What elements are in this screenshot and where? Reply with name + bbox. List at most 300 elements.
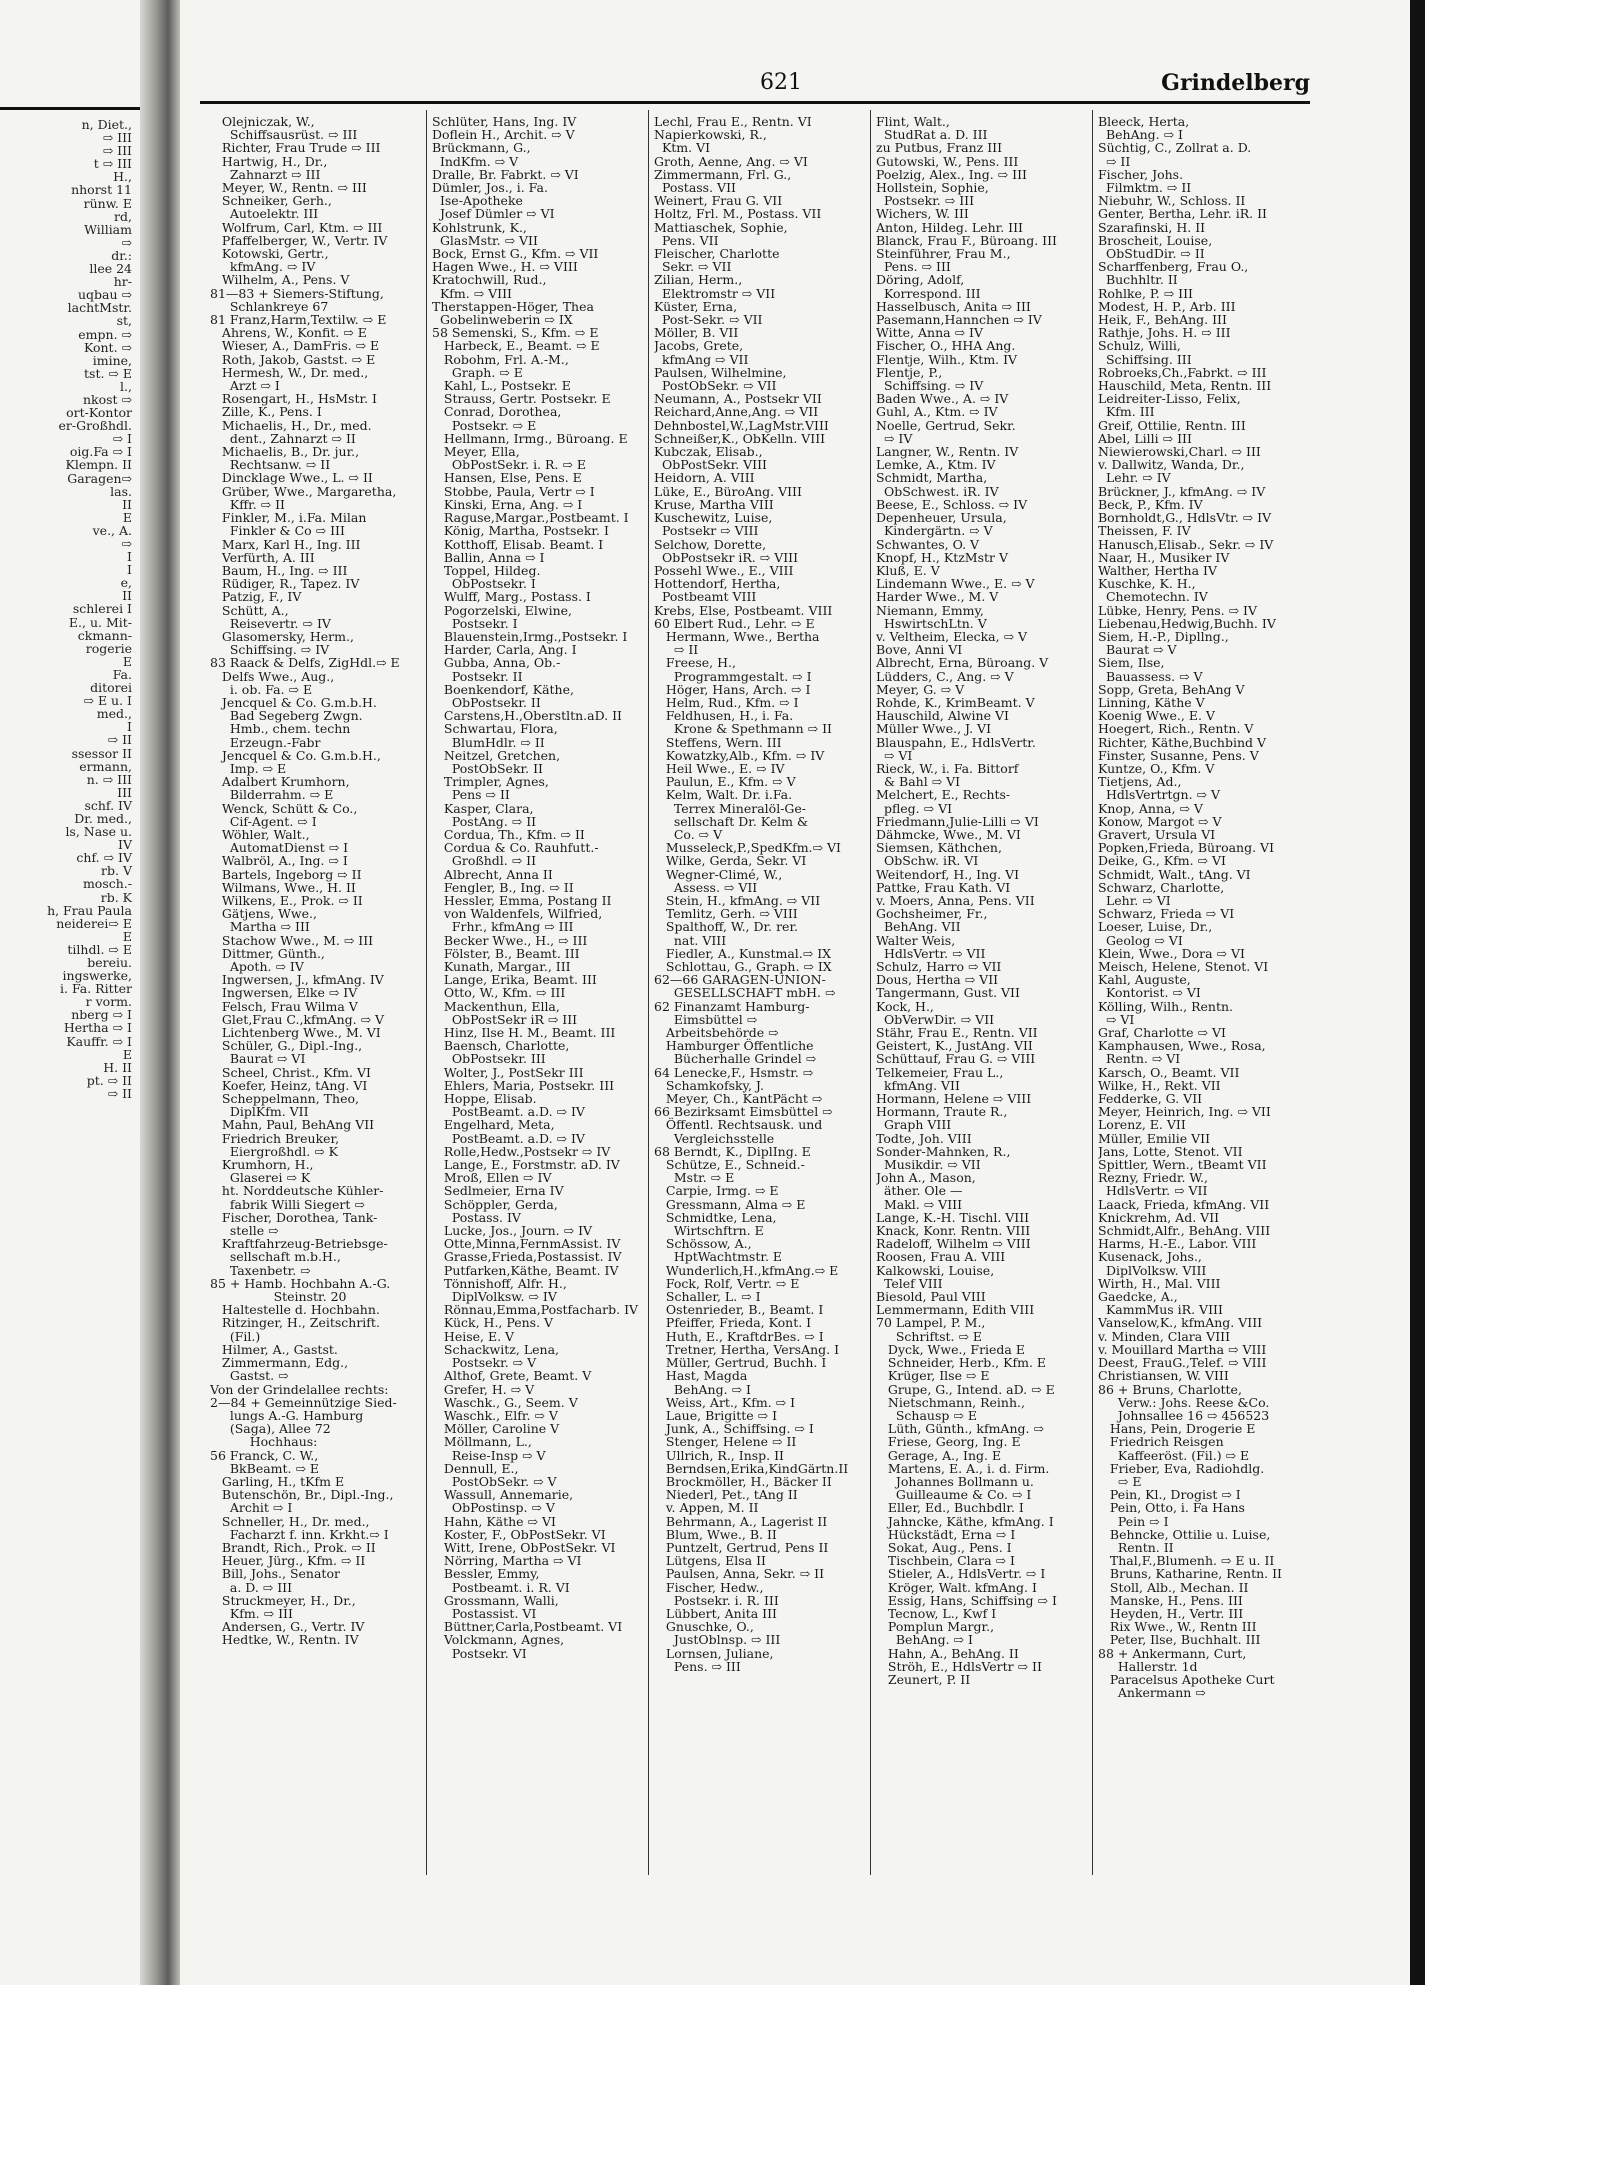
directory-entry-line: Paracelsus Apotheke Curt xyxy=(1098,1671,1275,1687)
directory-entry-line: Genter, Bertha, Lehr. iR. II xyxy=(1098,206,1267,222)
directory-entry-line: Lübbert, Anita III xyxy=(654,1605,777,1621)
directory-entry-line: 66 Bezirksamt Eimsbüttel ⇨ xyxy=(654,1104,833,1120)
directory-entry-line: Christiansen, W. VIII xyxy=(1098,1368,1229,1384)
directory-entry-line: PostObSekr. II xyxy=(432,760,543,776)
directory-entry-line: Apoth. ⇨ IV xyxy=(210,959,304,974)
directory-entry-line: ObVerwDir. ⇨ VII xyxy=(876,1011,995,1027)
page-edge-shadow xyxy=(1410,0,1425,1985)
directory-entry-line: Koster, F., ObPostSekr. VI xyxy=(432,1526,606,1542)
directory-entry-line: Mahn, Paul, BehAng VII xyxy=(210,1117,375,1133)
directory-entry-line: Geolog ⇨ VI xyxy=(1098,932,1183,948)
directory-entry-line: Gubba, Anna, Ob.- xyxy=(432,655,561,671)
directory-entry-line: Schwartau, Flora, xyxy=(432,721,558,737)
directory-entry-line: Lübke, Henry, Pens. ⇨ IV xyxy=(1098,602,1258,618)
directory-entry-line: Tischbein, Clara ⇨ I xyxy=(876,1553,1015,1569)
column-divider xyxy=(1092,110,1093,1875)
left-page-rule xyxy=(0,107,140,110)
directory-entry-line: Bauassess. ⇨ V xyxy=(1098,668,1203,684)
directory-entry-line: Hinz, Ilse H. M., Beamt. III xyxy=(432,1025,616,1041)
directory-entry-line: Arbeitsbehörde ⇨ xyxy=(654,1025,779,1041)
directory-entry-line: Gravert, Ursula VI xyxy=(1098,826,1216,842)
directory-entry-line: Hagen Wwe., H. ⇨ VIII xyxy=(432,259,578,275)
directory-entry-line: Linning, Käthe V xyxy=(1098,694,1205,710)
directory-entry-line: HdlsVertr. ⇨ VII xyxy=(1098,1183,1208,1199)
directory-entry-line: 81 Franz,Harm,Textilw. ⇨ E xyxy=(210,312,387,328)
directory-entry-line: Engelhard, Meta, xyxy=(432,1117,555,1133)
directory-entry-line: Friese, Georg, Ing. E xyxy=(876,1434,1021,1450)
directory-entry-line: Hmb., chem. techn xyxy=(210,721,351,737)
directory-entry-line: ObSchw. iR. VI xyxy=(876,853,979,869)
left-page-text-line: i. Fa. Ritter xyxy=(60,981,132,997)
left-page-text-line: neiderei⇨ E xyxy=(56,915,132,931)
left-page-text-line: Klempn. II xyxy=(65,457,132,473)
directory-entry-line: Huth, E., KraftdrBes. ⇨ I xyxy=(654,1328,824,1344)
directory-entry-line: DiplVolksw. ⇨ IV xyxy=(432,1289,557,1305)
directory-entry-line: Fiedler, A., Kunstmal.⇨ IX xyxy=(654,945,832,961)
left-page-text-line: I xyxy=(127,719,132,735)
directory-entry-line: v. Veltheim, Elecka, ⇨ V xyxy=(876,628,1028,644)
directory-entry-line: Möller, Caroline V xyxy=(432,1421,560,1437)
directory-entry-line: Glasomersky, Herm., xyxy=(210,628,354,644)
directory-entry-line: Hochhaus: xyxy=(210,1434,318,1450)
directory-entry-line: Friedrich Breuker, xyxy=(210,1130,340,1146)
directory-entry-line: ObPostsekr. III xyxy=(432,1051,546,1067)
directory-entry-line: Kluß, E. V xyxy=(876,562,940,578)
directory-entry-line: Johannes Bollmann u. xyxy=(876,1473,1034,1489)
directory-entry-line: Hallerstr. 1d xyxy=(1098,1658,1198,1674)
directory-entry-line: Buchhltr. II xyxy=(1098,272,1178,288)
directory-entry-line: Wulff, Marg., Postass. I xyxy=(432,589,591,605)
directory-entry-line: Schüler, G., Dipl.-Ing., xyxy=(210,1038,363,1054)
directory-entry-line: Pfaffelberger, W., Vertr. IV xyxy=(210,232,388,248)
directory-entry-line: Guhl, A., Ktm. ⇨ IV xyxy=(876,404,998,420)
directory-entry-line: Wenck, Schütt & Co., xyxy=(210,800,358,816)
directory-entry-line: Tretner, Hertha, VersAng. I xyxy=(654,1341,840,1357)
directory-entry-line: zu Putbus, Franz III xyxy=(876,140,1003,156)
directory-entry-line: Poelzig, Alex., Ing. ⇨ III xyxy=(876,166,1027,182)
directory-entry-line: Sekr. ⇨ VII xyxy=(654,259,732,275)
left-page-text-line: uqbau ⇨ xyxy=(77,287,132,303)
directory-entry-line: ObPostinsp. ⇨ V xyxy=(432,1500,555,1516)
directory-entry-line: Baden Wwe., A. ⇨ IV xyxy=(876,391,1009,407)
directory-entry-line: Wegner-Climé, W., xyxy=(654,866,783,882)
directory-entry-line: Becker Wwe., H., ⇨ III xyxy=(432,932,588,948)
directory-entry-line: Hermann, Wwe., Bertha xyxy=(654,628,820,644)
directory-entry-line: Pein, Kl., Drogist ⇨ I xyxy=(1098,1487,1241,1503)
directory-entry-line: Paulsen, Wilhelmine, xyxy=(654,364,787,380)
directory-entry-line: Sokat, Aug., Pens. I xyxy=(876,1539,1012,1555)
directory-entry-line: Schlüter, Hans, Ing. IV xyxy=(432,115,577,129)
directory-entry-line: Thal,F.,Blumenh. ⇨ E u. II xyxy=(1098,1553,1275,1569)
directory-entry-line: Post-Sekr. ⇨ VII xyxy=(654,312,763,328)
directory-entry-line: Süchtig, C., Zollrat a. D. xyxy=(1098,140,1252,156)
directory-entry-line: Haltestelle d. Hochbahn. xyxy=(210,1302,380,1318)
directory-entry-line: JustOblnsp. ⇨ III xyxy=(654,1632,781,1648)
directory-entry-line: Harms, H.-E., Labor. VIII xyxy=(1098,1236,1257,1252)
left-page-text-line: llee 24 xyxy=(89,261,132,277)
directory-entry-line: Jans, Lotte, Stenot. VII xyxy=(1098,1143,1243,1159)
directory-entry-line: Großhdl. ⇨ II xyxy=(432,853,537,869)
directory-entry-line: Kohlstrunk, K., xyxy=(432,219,527,235)
left-page-text-line: ckmann- xyxy=(77,627,132,643)
directory-entry-line: Trimpler, Agnes, xyxy=(432,774,549,790)
directory-entry-line: Kotowski, Gertr., xyxy=(210,246,329,262)
directory-entry-line: PostObSekr. ⇨ VII xyxy=(654,378,777,394)
directory-entry-line: Selchow, Dorette, xyxy=(654,536,767,552)
directory-entry-line: Zeunert, P. II xyxy=(876,1671,971,1687)
directory-entry-line: Hermesh, W., Dr. med., xyxy=(210,364,369,380)
left-page-text-line: E xyxy=(122,928,132,944)
left-page-text-line: E., u. Mit- xyxy=(68,614,132,630)
directory-entry-line: Pens. ⇨ III xyxy=(876,259,951,275)
directory-entry-line: Scheppelmann, Theo, xyxy=(210,1091,359,1107)
directory-entry-line: Roth, Jakob, Gastst. ⇨ E xyxy=(210,351,376,367)
left-page-text-line: rogerie xyxy=(85,640,132,656)
directory-entry-line: Theissen, F. IV xyxy=(1098,523,1191,539)
directory-entry-line: Frhr., kfmAng ⇨ III xyxy=(432,919,574,935)
directory-entry-line: Jahncke, Käthe, kfmAng. I xyxy=(876,1513,1054,1529)
directory-entry-line: Möller, B. VII xyxy=(654,325,739,341)
directory-entry-line: stelle ⇨ xyxy=(210,1223,279,1239)
directory-entry-line: ⇨ II xyxy=(654,642,699,658)
directory-entry-line: Müller, Emilie VII xyxy=(1098,1130,1211,1146)
directory-entry-line: ObPostsekr. II xyxy=(432,694,541,710)
directory-entry-line: Krebs, Else, Postbeamt. VIII xyxy=(654,602,833,618)
directory-entry-line: Sedlmeier, Erna IV xyxy=(432,1183,564,1199)
directory-entry-line: Noelle, Gertrud, Sekr. xyxy=(876,417,1016,433)
left-page-text-line: las. xyxy=(110,483,132,499)
directory-entry-line: Michaelis, H., Dr., med. xyxy=(210,417,372,433)
directory-entry-line: GlasMstr. ⇨ VII xyxy=(432,232,538,248)
directory-entry-line: Kfm. ⇨ III xyxy=(210,1605,293,1621)
directory-entry-line: Stoll, Alb., Mechan. II xyxy=(1098,1579,1249,1595)
directory-entry-line: Steinstr. 20 xyxy=(210,1289,347,1305)
directory-entry-line: Modest, H. P., Arb. III xyxy=(1098,298,1236,314)
directory-entry-line: Fleischer, Charlotte xyxy=(654,246,780,262)
directory-entry-line: 81—83 + Siemers-Stiftung, xyxy=(210,285,384,301)
left-page-text-line: mosch.- xyxy=(82,876,132,892)
directory-entry-line: Hormann, Helene ⇨ VIII xyxy=(876,1091,1032,1107)
directory-entry-line: Krumhorn, H., xyxy=(210,1157,314,1173)
left-page-text-line: E xyxy=(122,653,132,669)
directory-entry-line: Lehr. ⇨ VI xyxy=(1098,892,1171,908)
directory-entry-line: (Saga), Allee 72 xyxy=(210,1421,331,1437)
directory-entry-line: Martha ⇨ III xyxy=(210,919,310,935)
directory-entry-line: Postsekr. VI xyxy=(432,1645,527,1661)
left-page-text-line: William xyxy=(80,221,132,237)
directory-entry-line: Schlottau, G., Graph. ⇨ IX xyxy=(654,959,832,974)
directory-entry-line: Nörring, Martha ⇨ VI xyxy=(432,1553,582,1569)
directory-entry-line: Weiss, Art., Kfm. ⇨ I xyxy=(654,1394,796,1410)
directory-entry-line: Elektromstr ⇨ VII xyxy=(654,285,776,301)
directory-entry-line: Terrex Mineralöl-Ge- xyxy=(654,800,807,816)
directory-entry-line: Heidorn, A. VIII xyxy=(654,470,755,486)
directory-entry-line: Siemsen, Käthchen, xyxy=(876,840,1002,856)
directory-entry-line: Von der Grindelallee rechts: xyxy=(210,1381,389,1397)
directory-entry-line: Albrecht, Anna II xyxy=(432,866,553,882)
left-page-text-line: tilhdl. ⇨ E xyxy=(67,941,132,957)
directory-entry-line: Broscheit, Louise, xyxy=(1098,232,1213,248)
directory-entry-line: Olejniczak, W., xyxy=(210,115,315,129)
directory-entry-line: Knickrehm, Ad. VII xyxy=(1098,1209,1220,1225)
directory-entry-line: ⇨ E xyxy=(1098,1473,1142,1489)
directory-entry-line: Bleeck, Herta, xyxy=(1098,115,1190,129)
left-page-text-line: schf. IV xyxy=(84,797,132,813)
directory-entry-line: Stobbe, Paula, Vertr ⇨ I xyxy=(432,483,595,499)
directory-entry-line: Öffentl. Rechtsausk. und xyxy=(654,1117,823,1133)
directory-entry-line: BehAng. VII xyxy=(876,919,961,935)
directory-entry-line: Kröger, Walt. kfmAng. I xyxy=(876,1579,1037,1595)
directory-entry-line: Finkler & Co ⇨ III xyxy=(210,523,345,539)
left-page-text-line: ⇨ xyxy=(117,234,132,250)
directory-entry-line: Schiffsing. ⇨ IV xyxy=(876,378,984,394)
directory-entry-line: Chemotechn. IV xyxy=(1098,589,1208,605)
directory-column-4 xyxy=(876,115,1088,1875)
left-page-text-line: ls, Nase u. xyxy=(65,824,132,840)
directory-entry-line: Hasselbusch, Anita ⇨ III xyxy=(876,298,1031,314)
directory-entry-line: ⇨ II xyxy=(1098,153,1131,169)
directory-entry-line: Ahrens, W., Konfit. ⇨ E xyxy=(210,325,367,341)
directory-entry-line: Hansen, Else, Pens. E xyxy=(432,470,582,486)
directory-entry-line: Schmidt,Alfr., BehAng. VIII xyxy=(1098,1223,1271,1239)
directory-entry-line: Pomplun Margr., xyxy=(876,1619,995,1635)
directory-entry-line: Blauspahn, E., HdlsVertr. xyxy=(876,734,1036,750)
directory-entry-line: a. D. ⇨ III xyxy=(210,1579,293,1595)
left-page-text-line: II xyxy=(122,496,132,512)
directory-entry-line: Krone & Spethmann ⇨ II xyxy=(654,721,832,737)
directory-entry-line: Rosengart, H., HsMstr. I xyxy=(210,391,377,407)
left-page-text-line: ingswerke, xyxy=(62,968,132,984)
directory-entry-line: Dyck, Wwe., Frieda E xyxy=(876,1341,1025,1357)
directory-entry-line: HptWachtmstr. E xyxy=(654,1249,783,1265)
left-page-text-line: H., xyxy=(109,169,132,185)
directory-entry-line: Kuschewitz, Luise, xyxy=(654,510,773,526)
directory-entry-line: Postsekr ⇨ VIII xyxy=(654,523,759,539)
directory-entry-line: Schössow, A., xyxy=(654,1236,752,1252)
directory-entry-line: Marx, Karl H., Ing. III xyxy=(210,536,361,552)
directory-entry-line: ObPostSekr iR ⇨ III xyxy=(432,1011,578,1027)
directory-entry-line: Wieser, A., DamFris. ⇨ E xyxy=(210,338,380,354)
directory-entry-line: Kuntze, O., Kfm. V xyxy=(1098,760,1215,776)
directory-entry-line: König, Martha, Postsekr. I xyxy=(432,523,609,539)
directory-entry-line: Klein, Wwe., Dora ⇨ VI xyxy=(1098,945,1245,961)
directory-entry-line: Reise-Insp ⇨ V xyxy=(432,1447,546,1463)
directory-entry-line: Lornsen, Juliane, xyxy=(654,1645,774,1661)
directory-entry-line: Schackwitz, Lena, xyxy=(432,1341,559,1357)
directory-entry-line: Rüdiger, R., Tapez. IV xyxy=(210,576,360,592)
left-page-text-line: r vorm. xyxy=(85,994,132,1010)
directory-entry-line: Beck, P., Kfm. IV xyxy=(1098,496,1203,512)
directory-entry-line: ObPostsekr. I xyxy=(432,576,536,592)
directory-entry-line: Lemke, A., Ktm. IV xyxy=(876,457,996,473)
directory-entry-line: Feldhusen, H., i. Fa. xyxy=(654,708,794,724)
directory-entry-line: Kfm. ⇨ VIII xyxy=(432,285,512,301)
directory-entry-line: Stähr, Frau E., Rentn. VII xyxy=(876,1025,1038,1041)
left-page-text-line: Hertha ⇨ I xyxy=(63,1020,132,1036)
directory-entry-line: Neitzel, Gretchen, xyxy=(432,747,561,763)
directory-entry-line: Kotthoff, Elisab. Beamt. I xyxy=(432,536,604,552)
directory-entry-line: BlumHdlr. ⇨ II xyxy=(432,734,545,750)
directory-entry-line: Cordua, Th., Kfm. ⇨ II xyxy=(432,826,585,842)
directory-entry-line: Postass. IV xyxy=(432,1209,521,1225)
directory-entry-line: 68 Berndt, K., DiplIng. E xyxy=(654,1143,811,1159)
directory-entry-line: Laack, Frieda, kfmAng. VII xyxy=(1098,1196,1270,1212)
directory-entry-line: Spittler, Wern., tBeamt VII xyxy=(1098,1157,1267,1173)
directory-entry-line: Scharffenberg, Frau O., xyxy=(1098,259,1249,275)
directory-entry-line: Althof, Grete, Beamt. V xyxy=(432,1368,592,1384)
directory-entry-line: Struckmeyer, H., Dr., xyxy=(210,1592,356,1608)
directory-entry-line: Schüttauf, Frau G. ⇨ VIII xyxy=(876,1051,1036,1067)
directory-entry-line: Büttner,Carla,Postbeamt. VI xyxy=(432,1619,623,1635)
directory-entry-line: (Fil.) xyxy=(210,1328,261,1344)
directory-entry-line: Ullrich, R., Insp. II xyxy=(654,1447,784,1463)
directory-entry-line: Bornholdt,G., HdlsVtr. ⇨ IV xyxy=(1098,510,1272,526)
directory-entry-line: Mroß, Ellen ⇨ IV xyxy=(432,1170,552,1186)
left-page-text-line: med., xyxy=(96,706,132,722)
directory-entry-line: Possehl Wwe., E., VIII xyxy=(654,562,794,578)
directory-entry-line: Kasper, Clara, xyxy=(432,800,534,816)
directory-entry-line: Fölster, B., Beamt. III xyxy=(432,945,580,961)
directory-entry-line: Dümler, Jos., i. Fa. xyxy=(432,180,548,196)
directory-entry-line: Conrad, Dorothea, xyxy=(432,404,562,420)
directory-entry-line: Wolfrum, Carl, Ktm. ⇨ III xyxy=(210,219,383,235)
directory-entry-line: Waschk., Elfr. ⇨ V xyxy=(432,1407,558,1423)
directory-entry-line: Siem, H.-P., Dipllng., xyxy=(1098,628,1229,644)
directory-entry-line: Stieler, A., HdlsVertr. ⇨ I xyxy=(876,1566,1046,1582)
directory-entry-line: sellschaft m.b.H., xyxy=(210,1249,341,1265)
left-page-text-line: oig.Fa ⇨ I xyxy=(69,444,132,460)
directory-entry-line: PostBeamt. a.D. ⇨ IV xyxy=(432,1104,585,1120)
directory-entry-line: Hahn, A., BehAng. II xyxy=(876,1645,1019,1661)
directory-entry-line: Melchert, E., Rechts- xyxy=(876,787,1011,803)
directory-entry-line: Friedmann,Julie-Lilli ⇨ VI xyxy=(876,813,1039,829)
directory-entry-line: Radeloff, Wilhelm ⇨ VIII xyxy=(876,1236,1031,1252)
left-page-text-line: rünw. E xyxy=(83,195,132,211)
directory-entry-line: Hilmer, A., Gastst. xyxy=(210,1341,338,1357)
directory-entry-line: Liebenau,Hedwig,Buchh. IV xyxy=(1098,615,1276,631)
directory-entry-line: Depenheuer, Ursula, xyxy=(876,510,1007,526)
directory-entry-line: 70 Lampel, P. M., xyxy=(876,1315,986,1331)
directory-entry-line: Wunderlich,H.,kfmAng.⇨ E xyxy=(654,1262,839,1278)
directory-entry-line: v. Appen, M. II xyxy=(654,1500,759,1516)
directory-entry-line: GESELLSCHAFT mbH. ⇨ xyxy=(654,985,836,1001)
directory-entry-line: Hedtke, W., Rentn. IV xyxy=(210,1632,359,1648)
directory-entry-line: Flentje, P., xyxy=(876,364,943,380)
directory-entry-line: pfleg. ⇨ VI xyxy=(876,800,953,816)
directory-entry-line: Stenger, Helene ⇨ II xyxy=(654,1434,797,1450)
directory-entry-line: Dähmcke, Wwe., M. VI xyxy=(876,826,1021,842)
directory-entry-line: BkBeamt. ⇨ E xyxy=(210,1460,320,1476)
directory-entry-line: Josef Dümler ⇨ VI xyxy=(432,206,555,222)
left-page-text-line: ⇨ xyxy=(121,536,132,551)
left-page-text-line: ve., A. xyxy=(92,522,132,538)
directory-entry-line: Finkler, M., i.Fa. Milan xyxy=(210,510,367,526)
directory-entry-line: Zilian, Herm., xyxy=(654,272,743,288)
directory-entry-line: Postsekr. I xyxy=(432,615,518,631)
directory-entry-line: Langner, W., Rentn. IV xyxy=(876,444,1019,460)
directory-entry-line: Postassist. VI xyxy=(432,1605,537,1621)
directory-entry-line: Rix Wwe., W., Rentn III xyxy=(1098,1619,1257,1635)
directory-entry-line: Lütgens, Elsa II xyxy=(654,1553,766,1569)
directory-entry-line: Boenkendorf, Käthe, xyxy=(432,681,574,697)
directory-entry-line: Filmktm. ⇨ II xyxy=(1098,180,1192,196)
directory-entry-line: Gnuschke, O., xyxy=(654,1619,754,1635)
directory-entry-line: Rohde, K., KrimBeamt. V xyxy=(876,694,1035,710)
left-page-text-line: n, Diet., xyxy=(81,118,132,132)
directory-entry-line: Meyer, Heinrich, Ing. ⇨ VII xyxy=(1098,1104,1271,1120)
left-page-text-line: hr- xyxy=(113,274,132,290)
directory-entry-line: Graph. ⇨ E xyxy=(432,364,523,380)
directory-entry-line: Cordua & Co. Rauhfutt.- xyxy=(432,840,599,856)
directory-entry-line: Paulsen, Anna, Sekr. ⇨ II xyxy=(654,1566,825,1582)
directory-entry-line: Müller Wwe., J. VI xyxy=(876,721,992,737)
directory-entry-line: Patzig, F., IV xyxy=(210,589,302,605)
directory-entry-line: 60 Elbert Rud., Lehr. ⇨ E xyxy=(654,615,815,631)
directory-entry-line: Baurat ⇨ VI xyxy=(210,1051,306,1067)
directory-entry-line: Meyer, W., Rentn. ⇨ III xyxy=(210,180,367,196)
directory-entry-line: i. ob. Fa. ⇨ E xyxy=(210,681,313,697)
directory-entry-line: PostBeamt. a.D. ⇨ IV xyxy=(432,1130,585,1146)
directory-entry-line: Meyer, G. ⇨ V xyxy=(876,681,965,697)
directory-entry-line: 62—66 GARAGEN-UNION- xyxy=(654,972,826,988)
directory-entry-line: Schamkofsky, J. xyxy=(654,1077,764,1093)
directory-entry-line: Helm, Rud., Kfm. ⇨ I xyxy=(654,694,799,710)
directory-entry-line: Pfeiffer, Frieda, Kont. I xyxy=(654,1315,812,1331)
left-page-text-line: st, xyxy=(116,313,132,329)
left-page-text-line: empn. ⇨ xyxy=(78,326,132,342)
directory-entry-line: Scheel, Christ., Kfm. VI xyxy=(210,1064,371,1080)
directory-entry-line: Schulz, Harro ⇨ VII xyxy=(876,959,1002,974)
directory-entry-line: Wassull, Annemarie, xyxy=(432,1487,574,1503)
directory-entry-line: Fengler, B., Ing. ⇨ II xyxy=(432,879,574,895)
column-divider xyxy=(426,110,427,1875)
directory-entry-line: Tönnishoff, Alfr. H., xyxy=(432,1275,567,1291)
directory-entry-line: Siem, Ilse, xyxy=(1098,655,1165,671)
directory-entry-line: Telef VIII xyxy=(876,1275,943,1291)
directory-entry-line: Robohm, Frl. A.-M., xyxy=(432,351,569,367)
directory-entry-line: Lemmermann, Edith VIII xyxy=(876,1302,1035,1318)
directory-entry-line: Hormann, Traute R., xyxy=(876,1104,1008,1120)
directory-entry-line: lungs A.-G. Hamburg xyxy=(210,1407,364,1423)
directory-column-2 xyxy=(432,115,644,1875)
directory-entry-line: Wilke, H., Rekt. VII xyxy=(1098,1077,1221,1093)
directory-entry-line: Brückmann, G., xyxy=(432,140,531,156)
directory-entry-line: Therstappen-Höger, Thea xyxy=(432,298,594,314)
directory-entry-line: Hoppe, Elisab. xyxy=(432,1091,537,1107)
directory-entry-line: PostAng. ⇨ II xyxy=(432,813,537,829)
directory-entry-line: Wolter, J., PostSekr III xyxy=(432,1064,584,1080)
directory-entry-line: Berndsen,Erika,KindGärtn.II xyxy=(654,1460,849,1476)
directory-entry-line: Gätjens, Wwe., xyxy=(210,906,317,922)
directory-entry-line: Knopf, H., KtzMstr V xyxy=(876,549,1009,565)
directory-entry-line: Postbeamt. i. R. VI xyxy=(432,1579,570,1595)
directory-entry-line: Frieber, Eva, Radiohdlg. xyxy=(1098,1460,1265,1476)
directory-column-3 xyxy=(654,115,866,1875)
directory-entry-line: John A., Mason, xyxy=(876,1170,976,1186)
directory-entry-line: ObPostSekr. i. R. ⇨ E xyxy=(432,457,586,473)
left-page-text-line: ssessor II xyxy=(71,745,132,761)
left-page-text-line: chf. ⇨ IV xyxy=(76,850,132,866)
directory-entry-line: Baurat ⇨ V xyxy=(1098,642,1177,658)
directory-entry-line: Tecnow, L., Kwf I xyxy=(876,1605,997,1621)
directory-entry-line: Szarafinski, H. II xyxy=(1098,219,1206,235)
left-page-text-line: nkost ⇨ xyxy=(82,391,132,407)
directory-entry-line: Lindemann Wwe., E. ⇨ V xyxy=(876,576,1035,592)
directory-entry-line: Pein ⇨ I xyxy=(1098,1513,1169,1529)
directory-entry-line: Deike, G., Kfm. ⇨ VI xyxy=(1098,853,1226,869)
directory-entry-line: Wichers, W. III xyxy=(876,206,969,222)
directory-entry-line: Kahl, Auguste, xyxy=(1098,972,1191,988)
